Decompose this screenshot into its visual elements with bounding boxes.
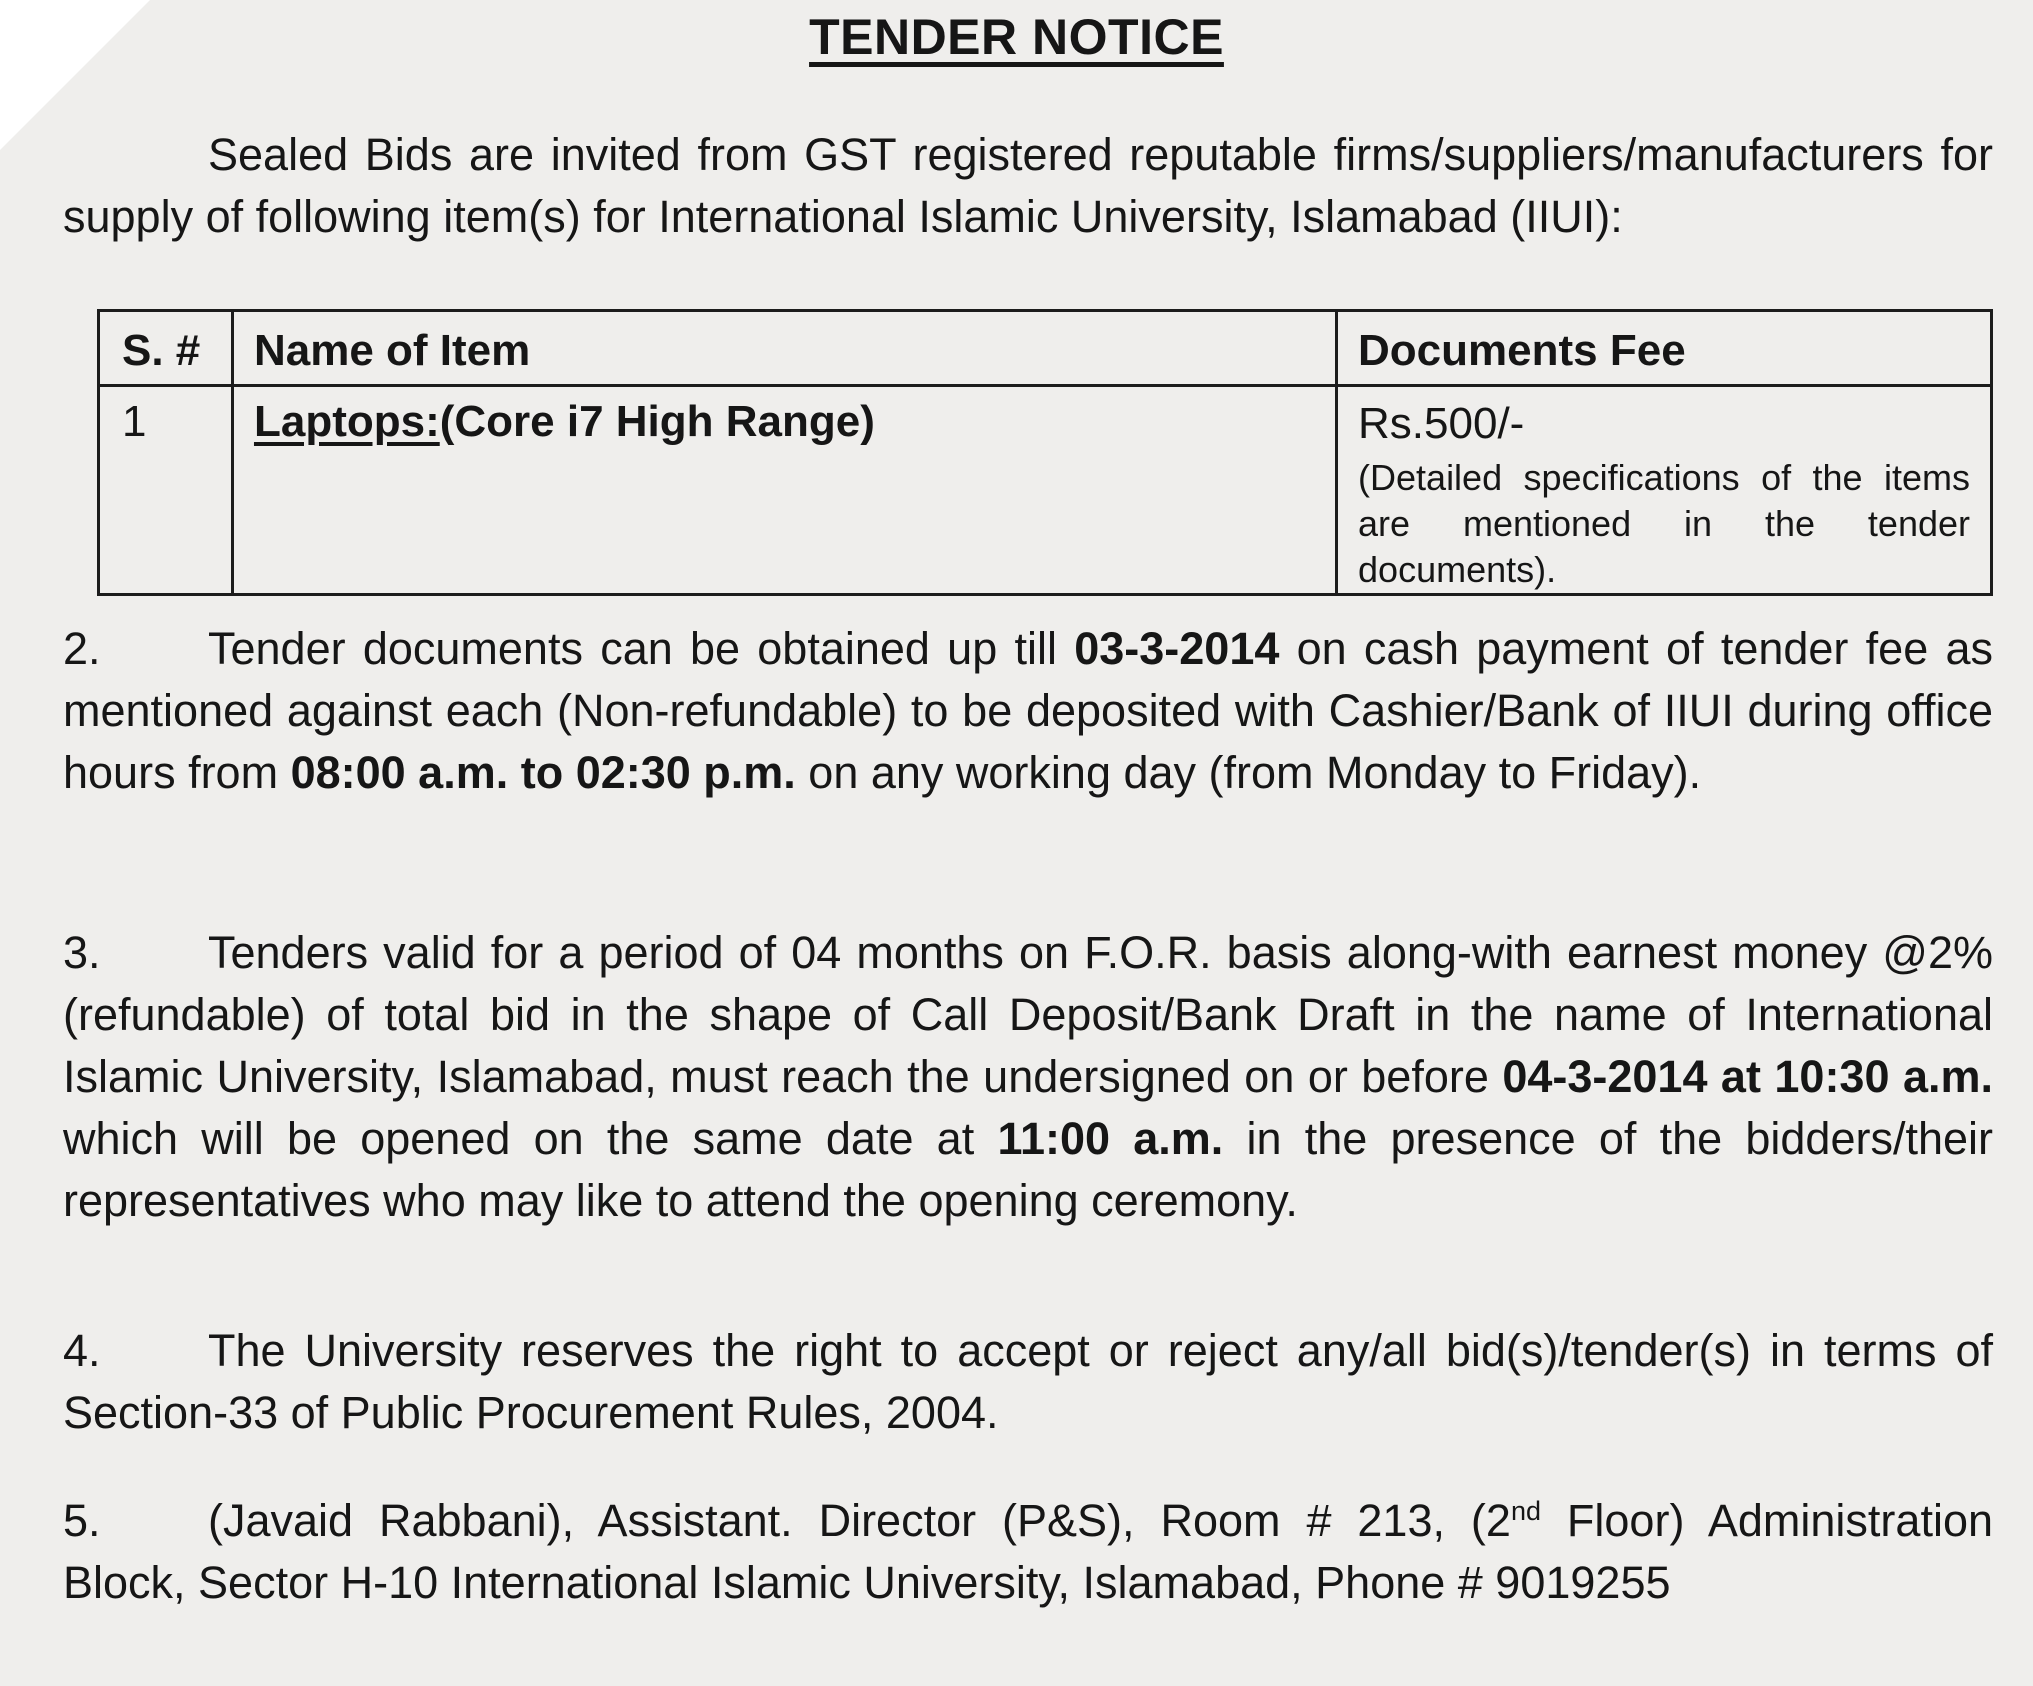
fee-note: (Detailed specifications of the items are mentioned in the tender documents). (1358, 457, 1970, 590)
paragraph-text: Tenders valid for a period of 04 months on F.O.R. basis along-with earnest money @2% (refundable) of total bid in the shape of Call Deposit/Bank Draft in the name of International Islamic University, Islamabad, must reach the undersigned on or before (63, 927, 1993, 1102)
cell-item-name (232, 386, 1336, 595)
header-item-name: Name of Item (232, 311, 1336, 386)
cell-documents-fee (1337, 386, 1992, 595)
item-name-rest: (Core i7 High Range) (439, 397, 875, 446)
table-row (99, 386, 1992, 595)
fee-amount: Rs.500/- (1358, 399, 1525, 448)
paragraph-text: Floor) Administration Block, Sector H-10 International Islamic University, Islamabad, Phone # 9019255 (63, 1495, 1993, 1608)
intro-paragraph: Sealed Bids are invited from GST registered reputable firms/suppliers/manufacturers for supply of following item(s) for International Islamic University, Islamabad (IIUI): (63, 129, 1993, 242)
paragraph-5 (63, 1490, 1993, 1614)
paragraph-4 (63, 1320, 1993, 1444)
paragraph-text: which will be opened on the same date at (63, 1113, 998, 1164)
paragraph-number: 5. (63, 1495, 101, 1546)
paragraph-text: on any working day (from Monday to Friday). (795, 747, 1702, 798)
ordinal-superscript: nd (1510, 1496, 1541, 1526)
paragraph-2 (63, 618, 1993, 804)
date-deadline-documents: 03-3-2014 (1074, 623, 1280, 674)
office-hours: 08:00 a.m. to 02:30 p.m. (290, 747, 796, 798)
header-documents-fee: Documents Fee (1337, 311, 1992, 386)
table-header-row (99, 311, 1992, 386)
page-title: TENDER NOTICE (809, 9, 1224, 65)
paragraph-text: The University reserves the right to accept or reject any/all bid(s)/tender(s) in terms of Section-33 of Public Procurement Rules, 2004. (63, 1325, 1993, 1438)
paragraph-text: Tender documents can be obtained up till (208, 623, 1075, 674)
cell-sno: 1 (99, 386, 233, 595)
items-table (97, 309, 1993, 596)
header-sno: S. # (99, 311, 233, 386)
paragraph-3 (63, 922, 1993, 1232)
paragraph-text: in the presence of the bidders/their representatives who may like to attend the opening ceremony. (63, 1113, 1994, 1226)
opening-time: 11:00 a.m. (997, 1113, 1224, 1164)
submission-deadline: 04-3-2014 at 10:30 a.m. (1502, 1051, 1993, 1102)
paragraph-number: 4. (63, 1325, 101, 1376)
paragraph-number: 3. (63, 927, 101, 978)
paragraph-number: 2. (63, 623, 101, 674)
paragraph-text: on cash payment of tender fee as mentioned against each (Non-refundable) to be deposited with Cashier/Bank of IIUI during office hours from (63, 623, 1993, 798)
paragraph-text: (Javaid Rabbani), Assistant. Director (P&S), Room # 213, (2 (208, 1495, 1511, 1546)
item-name-underlined: Laptops: (253, 397, 440, 446)
